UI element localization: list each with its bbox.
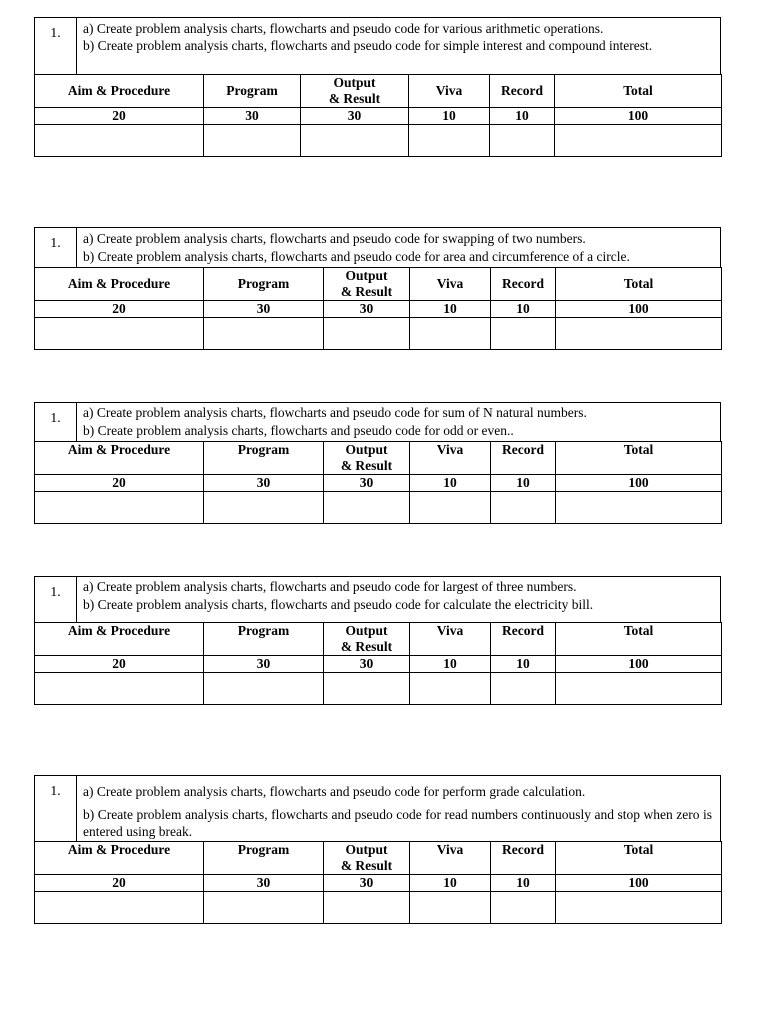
mark-viva: 10: [410, 656, 491, 673]
score-cell: [35, 318, 204, 350]
marks-header-row: [35, 623, 722, 656]
col-aim-procedure: Aim & Procedure: [35, 623, 204, 656]
score-cell: [491, 892, 556, 924]
score-cell: [324, 318, 410, 350]
col-viva: Viva: [409, 75, 490, 108]
col-output-result: [301, 75, 409, 108]
col-viva: Viva: [410, 623, 491, 656]
score-cell: [35, 492, 204, 524]
mark-total: 100: [556, 656, 722, 673]
col-record: Record: [491, 623, 556, 656]
score-cell: [324, 673, 410, 705]
question-part-a: a) Create problem analysis charts, flowcharts and pseudo code for various arithmetic operations.: [83, 21, 604, 36]
score-cell: [555, 125, 722, 157]
score-cell: [324, 892, 410, 924]
score-entry-row: [35, 892, 722, 924]
marks-values-row: [35, 301, 722, 318]
question-part-a: a) Create problem analysis charts, flowcharts and pseudo code for perform grade calculation.: [83, 784, 586, 799]
score-cell: [35, 673, 204, 705]
question-part-b: b) Create problem analysis charts, flowcharts and pseudo code for odd or even..: [83, 423, 514, 438]
mark-viva: 10: [410, 301, 491, 318]
mark-record: 10: [491, 875, 556, 892]
marks-values-row: [35, 475, 722, 492]
score-cell: [410, 673, 491, 705]
marks-table: [34, 622, 722, 705]
col-output-line1: Output: [345, 442, 388, 457]
col-output-line1: Output: [345, 842, 388, 857]
question-text: [83, 230, 712, 266]
col-output-result: [324, 442, 410, 475]
question-text: [83, 578, 712, 614]
col-output-result: [324, 623, 410, 656]
score-entry-row: [35, 492, 722, 524]
mark-output: 30: [324, 301, 410, 318]
col-record: Record: [490, 75, 555, 108]
col-output-line1: Output: [345, 268, 388, 283]
mark-output: 30: [324, 875, 410, 892]
question-row: [34, 17, 721, 75]
question-part-b: b) Create problem analysis charts, flowcharts and pseudo code for area and circumference of a circle.: [83, 249, 630, 264]
col-program: Program: [204, 75, 301, 108]
col-program: Program: [204, 842, 324, 875]
mark-record: 10: [491, 475, 556, 492]
col-record: Record: [491, 442, 556, 475]
score-cell: [409, 125, 490, 157]
col-total: Total: [556, 442, 722, 475]
question-row: [34, 227, 721, 268]
mark-total: 100: [556, 301, 722, 318]
score-cell: [204, 125, 301, 157]
mark-total: 100: [555, 108, 722, 125]
question-part-b: b) Create problem analysis charts, flowcharts and pseudo code for simple interest and compound interest.: [83, 38, 653, 53]
question-number: 1.: [35, 577, 77, 622]
col-total: Total: [556, 842, 722, 875]
col-aim-procedure: Aim & Procedure: [35, 842, 204, 875]
question-number: 1.: [35, 228, 77, 267]
mark-aim: 20: [35, 301, 204, 318]
col-program: Program: [204, 442, 324, 475]
mark-total: 100: [556, 475, 722, 492]
col-total: Total: [556, 268, 722, 301]
marks-header-row: [35, 75, 722, 108]
score-entry-row: [35, 125, 722, 157]
marks-values-row: [35, 875, 722, 892]
mark-program: 30: [204, 875, 324, 892]
score-cell: [556, 318, 722, 350]
score-cell: [490, 125, 555, 157]
col-output-line2: & Result: [340, 284, 393, 299]
question-text: [83, 20, 712, 54]
col-viva: Viva: [410, 842, 491, 875]
score-cell: [324, 492, 410, 524]
col-output-line1: Output: [345, 623, 388, 638]
score-cell: [556, 492, 722, 524]
marks-values-row: [35, 656, 722, 673]
mark-output: 30: [301, 108, 409, 125]
score-cell: [410, 492, 491, 524]
mark-aim: 20: [35, 875, 204, 892]
col-output-line2: & Result: [340, 458, 393, 473]
question-part-a: a) Create problem analysis charts, flowcharts and pseudo code for sum of N natural numbers.: [83, 405, 587, 420]
mark-aim: 20: [35, 108, 204, 125]
score-cell: [491, 673, 556, 705]
marks-header-row: [35, 842, 722, 875]
question-text: [83, 404, 712, 440]
question-number: 1.: [35, 403, 77, 441]
col-program: Program: [204, 268, 324, 301]
col-total: Total: [556, 623, 722, 656]
score-cell: [556, 892, 722, 924]
score-cell: [301, 125, 409, 157]
score-entry-row: [35, 318, 722, 350]
col-aim-procedure: Aim & Procedure: [35, 268, 204, 301]
col-total: Total: [555, 75, 722, 108]
col-output-result: [324, 268, 410, 301]
marks-values-row: [35, 108, 722, 125]
mark-record: 10: [490, 108, 555, 125]
col-viva: Viva: [410, 442, 491, 475]
score-cell: [491, 492, 556, 524]
col-output-line1: Output: [333, 75, 376, 90]
col-viva: Viva: [410, 268, 491, 301]
mark-output: 30: [324, 656, 410, 673]
question-part-a: a) Create problem analysis charts, flowcharts and pseudo code for largest of three numbers.: [83, 579, 577, 594]
question-part-b: b) Create problem analysis charts, flowcharts and pseudo code for read numbers continuously and stop when zero is entered using break.: [83, 807, 712, 839]
mark-program: 30: [204, 656, 324, 673]
mark-viva: 10: [410, 875, 491, 892]
mark-output: 30: [324, 475, 410, 492]
marks-table: [34, 841, 722, 924]
question-row: [34, 576, 721, 623]
col-output-line2: & Result: [328, 91, 381, 106]
marks-table: [34, 441, 722, 524]
col-record: Record: [491, 842, 556, 875]
question-number: 1.: [35, 18, 77, 74]
col-aim-procedure: Aim & Procedure: [35, 75, 204, 108]
question-part-b: b) Create problem analysis charts, flowcharts and pseudo code for calculate the electricity bill.: [83, 597, 594, 612]
col-aim-procedure: Aim & Procedure: [35, 442, 204, 475]
col-output-line2: & Result: [340, 858, 393, 873]
score-cell: [35, 125, 204, 157]
score-cell: [35, 892, 204, 924]
mark-program: 30: [204, 475, 324, 492]
marks-table: [34, 74, 722, 157]
score-cell: [410, 892, 491, 924]
col-program: Program: [204, 623, 324, 656]
mark-viva: 10: [410, 475, 491, 492]
question-number: 1.: [35, 776, 77, 841]
score-cell: [204, 673, 324, 705]
mark-aim: 20: [35, 475, 204, 492]
marks-table: [34, 267, 722, 350]
col-output-line2: & Result: [340, 639, 393, 654]
score-cell: [410, 318, 491, 350]
mark-aim: 20: [35, 656, 204, 673]
mark-viva: 10: [409, 108, 490, 125]
score-cell: [204, 492, 324, 524]
marks-header-row: [35, 442, 722, 475]
question-text: [83, 783, 712, 840]
mark-program: 30: [204, 301, 324, 318]
score-entry-row: [35, 673, 722, 705]
question-row: [34, 775, 721, 842]
mark-total: 100: [556, 875, 722, 892]
col-output-result: [324, 842, 410, 875]
score-cell: [491, 318, 556, 350]
mark-record: 10: [491, 656, 556, 673]
mark-record: 10: [491, 301, 556, 318]
question-row: [34, 402, 721, 442]
score-cell: [204, 892, 324, 924]
score-cell: [204, 318, 324, 350]
col-record: Record: [491, 268, 556, 301]
marks-header-row: [35, 268, 722, 301]
question-part-a: a) Create problem analysis charts, flowcharts and pseudo code for swapping of two numbers.: [83, 231, 586, 246]
score-cell: [556, 673, 722, 705]
mark-program: 30: [204, 108, 301, 125]
